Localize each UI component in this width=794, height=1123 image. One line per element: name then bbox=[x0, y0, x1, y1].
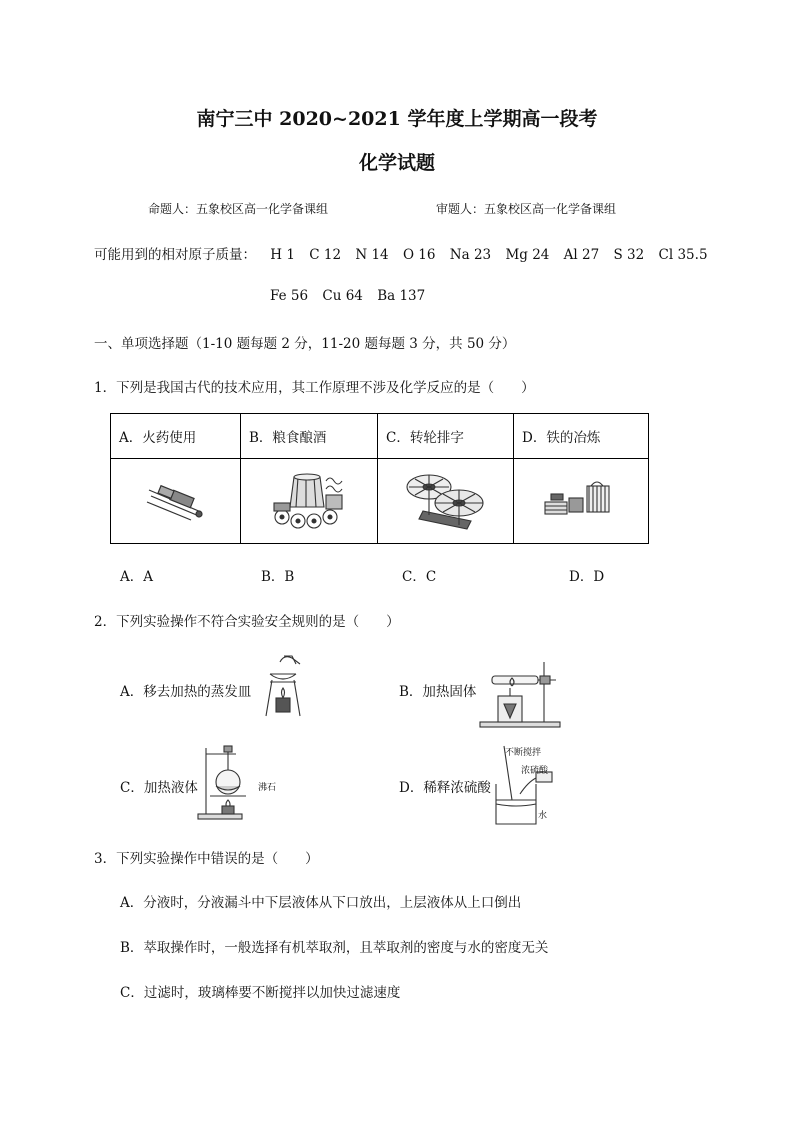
reviewer-line: 审题人：五象校区高一化学备课组 bbox=[436, 202, 617, 216]
q1-stem: 1．下列是我国古代的技术应用，其工作原理不涉及化学反应的是（ ） bbox=[94, 380, 535, 396]
page-subtitle: 化学试题 bbox=[358, 152, 435, 174]
q2-option-a: A．移去加热的蒸发皿 bbox=[120, 684, 252, 700]
mass-item: Mg 24 bbox=[505, 247, 550, 263]
acid-label: 浓硫酸 bbox=[521, 766, 549, 776]
q1-answer-c: C．C bbox=[402, 569, 437, 585]
heating-liquid-icon bbox=[196, 744, 256, 820]
author-line: 命题人：五象校区高一化学备课组 bbox=[148, 202, 329, 216]
mass-item: N 14 bbox=[355, 247, 389, 263]
q1-image-b bbox=[241, 459, 378, 544]
q2-stem: 2．下列实验操作不符合实验安全规则的是（ ） bbox=[94, 614, 400, 630]
mass-item: O 16 bbox=[402, 247, 436, 263]
q1-table bbox=[110, 413, 649, 544]
mass-item: Al 27 bbox=[563, 247, 600, 263]
section-heading: 一、单项选择题（1-10 题每题 2 分，11-20 题每题 3 分，共 50 分） bbox=[94, 336, 516, 352]
evaporating-dish-icon bbox=[262, 652, 304, 720]
q1-answer-a: A．A bbox=[120, 569, 153, 585]
q3-stem: 3．下列实验操作中错误的是（ ） bbox=[94, 851, 319, 867]
q1-header-a: A．火药使用 bbox=[111, 414, 241, 459]
type-wheel-icon bbox=[401, 467, 491, 535]
q2-option-c: C．加热液体 bbox=[120, 780, 198, 796]
atomic-mass-label: 可能用到的相对原子质量： bbox=[94, 247, 256, 263]
mass-item: Cl 35.5 bbox=[658, 247, 708, 263]
gunpowder-rocket-icon bbox=[141, 476, 211, 526]
atomic-mass-line-2 bbox=[270, 288, 435, 304]
q1-image-a bbox=[111, 459, 241, 544]
q1-answer-b: B．B bbox=[261, 569, 295, 585]
q1-image-d bbox=[514, 459, 649, 544]
q3-option-b: B．萃取操作时，一般选择有机萃取剂，且萃取剂的密度与水的密度无关 bbox=[120, 940, 549, 956]
boiling-chips-label: 沸石 bbox=[258, 783, 277, 793]
water-label: 水 bbox=[538, 811, 548, 821]
q1-header-b: B．粮食酿酒 bbox=[241, 414, 378, 459]
mass-item: Fe 56 bbox=[270, 288, 309, 304]
iron-smelting-icon bbox=[541, 476, 621, 526]
q3-option-a: A．分液时，分液漏斗中下层液体从下口放出，上层液体从上口倒出 bbox=[120, 895, 522, 911]
heating-solid-icon bbox=[478, 660, 564, 728]
stir-label: 不断搅拌 bbox=[505, 748, 542, 758]
mass-item: Cu 64 bbox=[322, 288, 363, 304]
q3-option-c: C．过滤时，玻璃棒要不断搅拌以加快过滤速度 bbox=[120, 985, 401, 1001]
brewing-vessel-icon bbox=[264, 469, 354, 533]
mass-item: C 12 bbox=[309, 247, 342, 263]
q2-option-b: B．加热固体 bbox=[399, 684, 477, 700]
mass-item: Na 23 bbox=[449, 247, 492, 263]
q1-header-d: D．铁的冶炼 bbox=[514, 414, 649, 459]
q1-answer-d: D．D bbox=[569, 569, 605, 585]
page-title: 南宁三中 2020~2021 学年度上学期高一段考 bbox=[196, 108, 598, 130]
q2-option-d: D．稀释浓硫酸 bbox=[399, 780, 491, 796]
mass-item: H 1 bbox=[270, 247, 295, 263]
mass-item: S 32 bbox=[613, 247, 645, 263]
q1-image-c bbox=[378, 459, 514, 544]
mass-item: Ba 137 bbox=[377, 288, 426, 304]
q1-header-c: C．转轮排字 bbox=[378, 414, 514, 459]
atomic-mass-line-1 bbox=[94, 243, 718, 263]
